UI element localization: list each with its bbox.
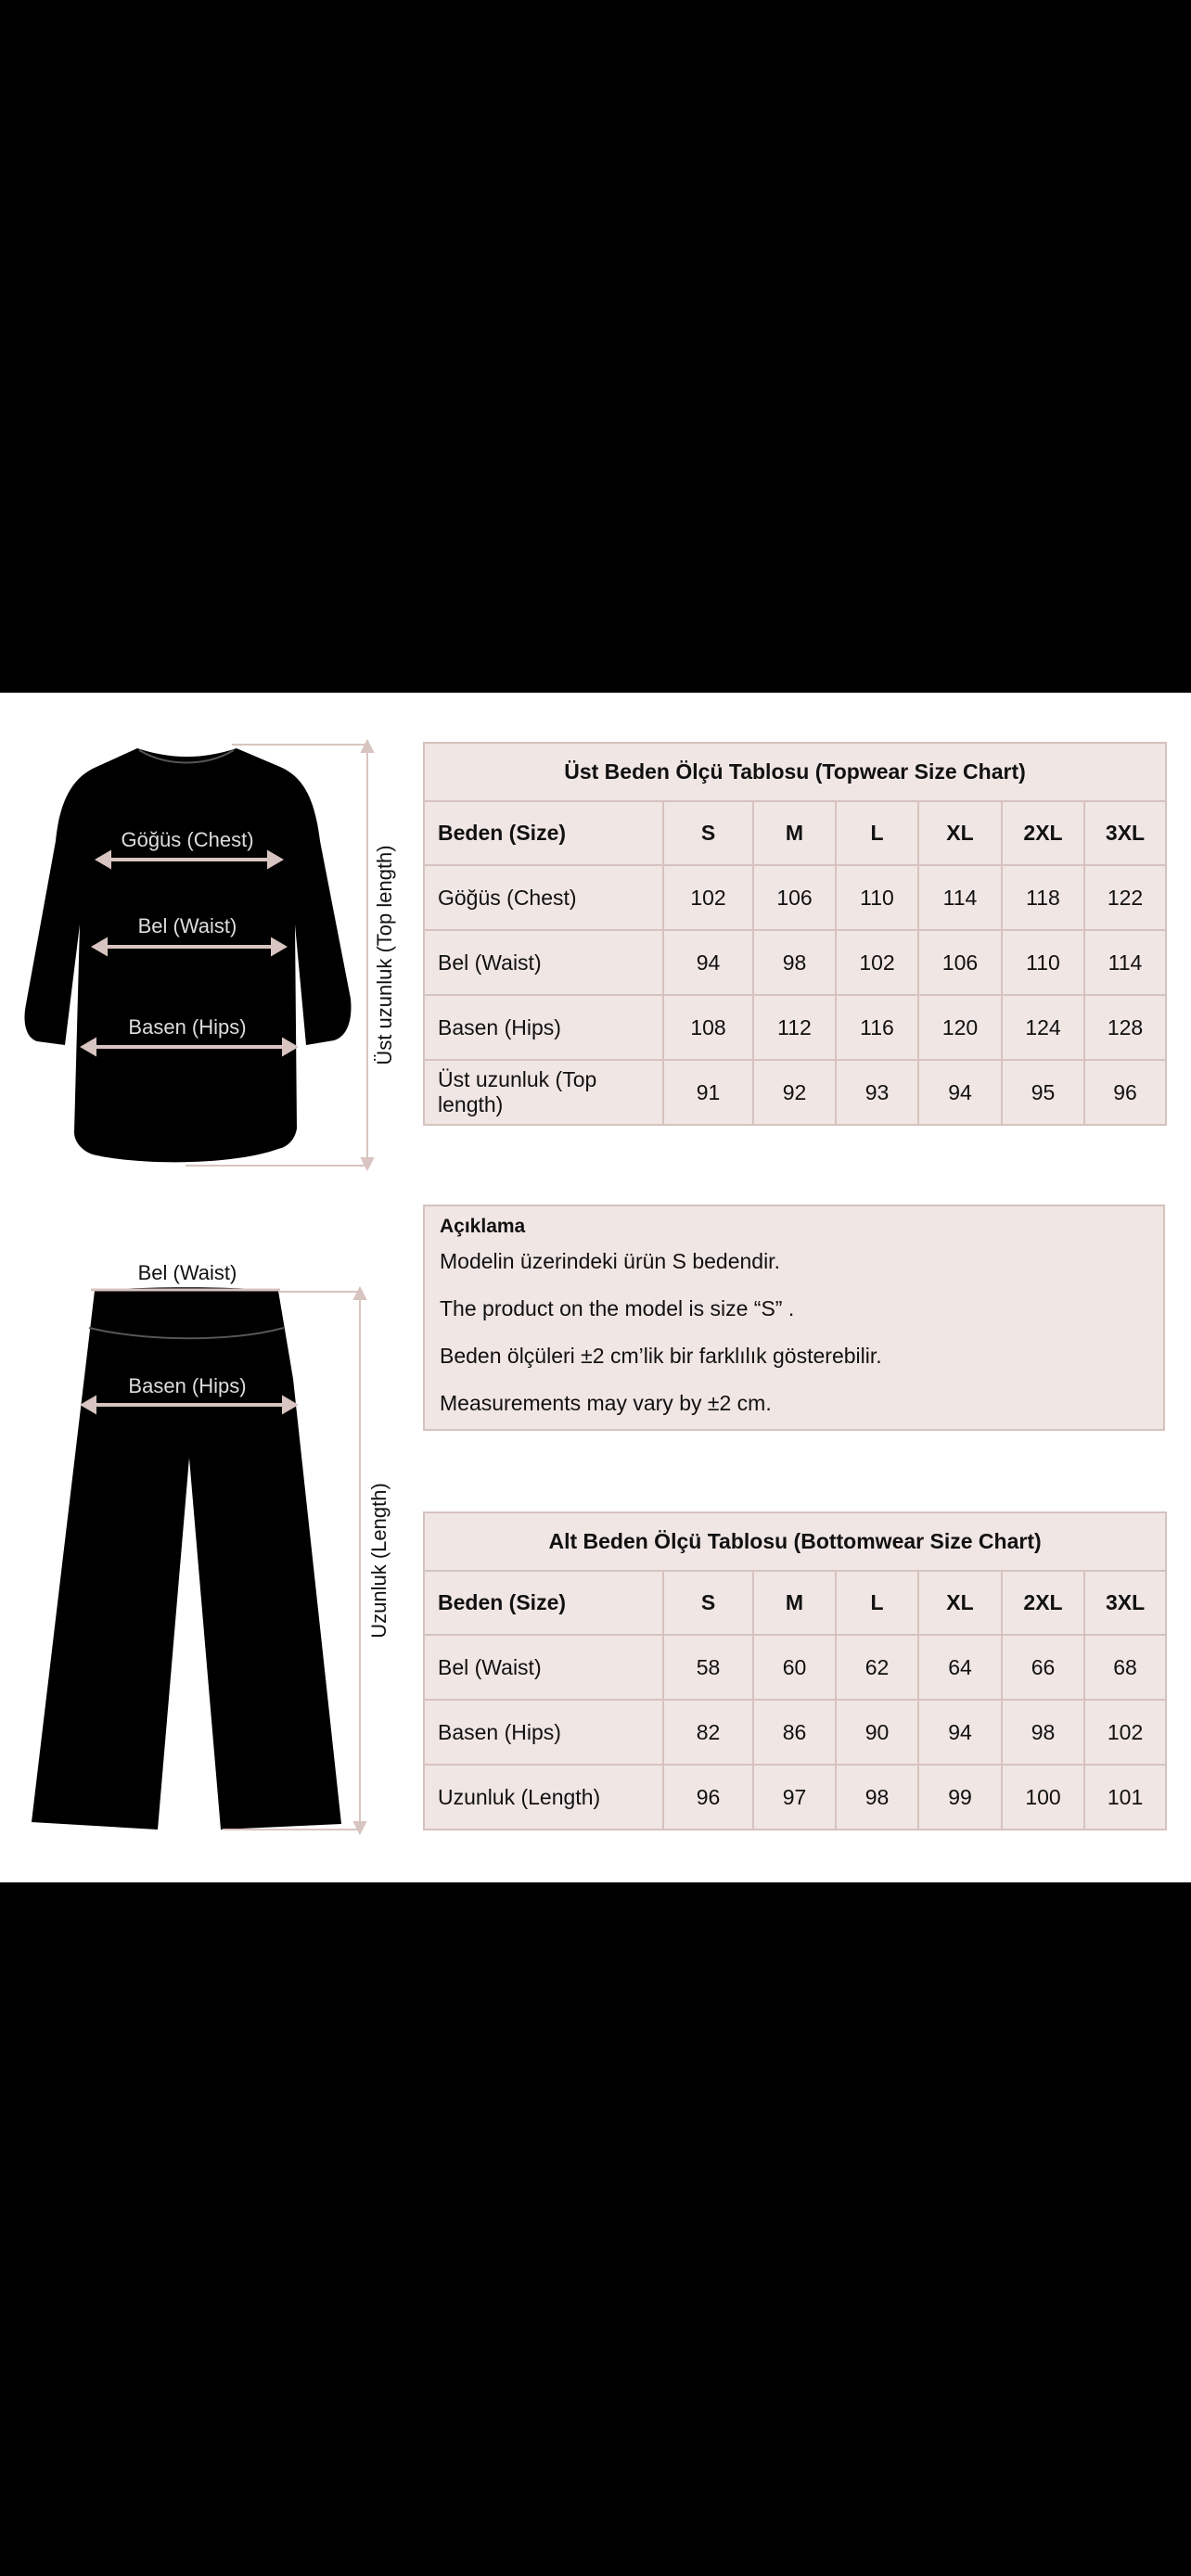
header-cell: L	[836, 801, 918, 865]
table-cell: 112	[753, 995, 836, 1060]
table-cell: 94	[663, 930, 753, 995]
row-label: Bel (Waist)	[424, 1635, 663, 1700]
table-cell: 120	[918, 995, 1002, 1060]
table-cell: 108	[663, 995, 753, 1060]
table-cell: 64	[918, 1635, 1002, 1700]
table-cell: 114	[1084, 930, 1166, 995]
size-chart-panel	[0, 693, 1191, 1882]
bottom-waist-label: Bel (Waist)	[137, 1261, 237, 1284]
header-cell: XL	[918, 801, 1002, 865]
table-cell: 62	[836, 1635, 918, 1700]
table-cell: 98	[1002, 1700, 1084, 1765]
table-cell: 96	[1084, 1060, 1166, 1125]
row-label: Üst uzunluk (Top length)	[424, 1060, 663, 1125]
table-cell: 82	[663, 1700, 753, 1765]
topwear-size-table	[423, 742, 1167, 1126]
table-cell: 58	[663, 1635, 753, 1700]
table-row	[424, 1765, 1166, 1830]
table-row	[424, 995, 1166, 1060]
topwear-table-title: Üst Beden Ölçü Tablosu (Topwear Size Chart)	[424, 743, 1166, 801]
header-cell: S	[663, 801, 753, 865]
header-cell: L	[836, 1571, 918, 1635]
header-cell: M	[753, 801, 836, 865]
row-label: Uzunluk (Length)	[424, 1765, 663, 1830]
bottomwear-table-title: Alt Beden Ölçü Tablosu (Bottomwear Size Chart)	[424, 1512, 1166, 1571]
table-cell: 101	[1084, 1765, 1166, 1830]
table-cell: 96	[663, 1765, 753, 1830]
row-label: Bel (Waist)	[424, 930, 663, 995]
garment-diagrams	[0, 693, 427, 1882]
bottomwear-size-table	[423, 1511, 1167, 1830]
table-row	[424, 865, 1166, 930]
table-row	[424, 1700, 1166, 1765]
table-cell: 98	[753, 930, 836, 995]
table-cell: 102	[1084, 1700, 1166, 1765]
top-hips-label: Basen (Hips)	[128, 1015, 247, 1039]
table-cell: 110	[836, 865, 918, 930]
description-line: Beden ölçüleri ±2 cm’lik bir farklılık gösterebilir.	[440, 1344, 882, 1368]
table-row	[424, 1060, 1166, 1125]
header-cell: 3XL	[1084, 1571, 1166, 1635]
header-cell: S	[663, 1571, 753, 1635]
bottom-hips-label: Basen (Hips)	[128, 1374, 247, 1397]
table-cell: 90	[836, 1700, 918, 1765]
description-box	[423, 1205, 1165, 1431]
description-line: Modelin üzerindeki ürün S bedendir.	[440, 1249, 780, 1273]
table-cell: 106	[753, 865, 836, 930]
top-waist-label: Bel (Waist)	[137, 914, 237, 937]
table-cell: 94	[918, 1060, 1002, 1125]
table-cell: 98	[836, 1765, 918, 1830]
table-header-row	[424, 801, 1166, 865]
table-cell: 106	[918, 930, 1002, 995]
row-label: Göğüs (Chest)	[424, 865, 663, 930]
table-cell: 110	[1002, 930, 1084, 995]
table-cell: 100	[1002, 1765, 1084, 1830]
header-cell: 3XL	[1084, 801, 1166, 865]
table-cell: 86	[753, 1700, 836, 1765]
header-cell: Beden (Size)	[424, 1571, 663, 1635]
table-cell: 114	[918, 865, 1002, 930]
header-cell: 2XL	[1002, 1571, 1084, 1635]
table-cell: 124	[1002, 995, 1084, 1060]
top-length-label: Üst uzunluk (Top length)	[373, 845, 396, 1065]
table-cell: 99	[918, 1765, 1002, 1830]
table-cell: 68	[1084, 1635, 1166, 1700]
row-label: Basen (Hips)	[424, 1700, 663, 1765]
table-cell: 93	[836, 1060, 918, 1125]
table-cell: 118	[1002, 865, 1084, 930]
table-cell: 128	[1084, 995, 1166, 1060]
table-cell: 92	[753, 1060, 836, 1125]
description-title: Açıklama	[440, 1216, 526, 1237]
header-cell: 2XL	[1002, 801, 1084, 865]
table-row	[424, 1635, 1166, 1700]
bottom-garment-shape	[32, 1287, 341, 1830]
table-cell: 60	[753, 1635, 836, 1700]
table-header-row	[424, 1571, 1166, 1635]
table-cell: 95	[1002, 1060, 1084, 1125]
table-row	[424, 930, 1166, 995]
table-cell: 91	[663, 1060, 753, 1125]
table-cell: 94	[918, 1700, 1002, 1765]
description-line: The product on the model is size “S” .	[440, 1296, 795, 1320]
description-line: Measurements may vary by ±2 cm.	[440, 1391, 772, 1415]
header-cell: M	[753, 1571, 836, 1635]
table-cell: 97	[753, 1765, 836, 1830]
table-cell: 102	[663, 865, 753, 930]
header-cell: Beden (Size)	[424, 801, 663, 865]
top-chest-label: Göğüs (Chest)	[121, 828, 254, 851]
header-cell: XL	[918, 1571, 1002, 1635]
table-cell: 102	[836, 930, 918, 995]
row-label: Basen (Hips)	[424, 995, 663, 1060]
table-cell: 116	[836, 995, 918, 1060]
table-cell: 66	[1002, 1635, 1084, 1700]
bottom-length-label: Uzunluk (Length)	[367, 1483, 391, 1639]
table-cell: 122	[1084, 865, 1166, 930]
top-garment-shape	[25, 748, 352, 1162]
